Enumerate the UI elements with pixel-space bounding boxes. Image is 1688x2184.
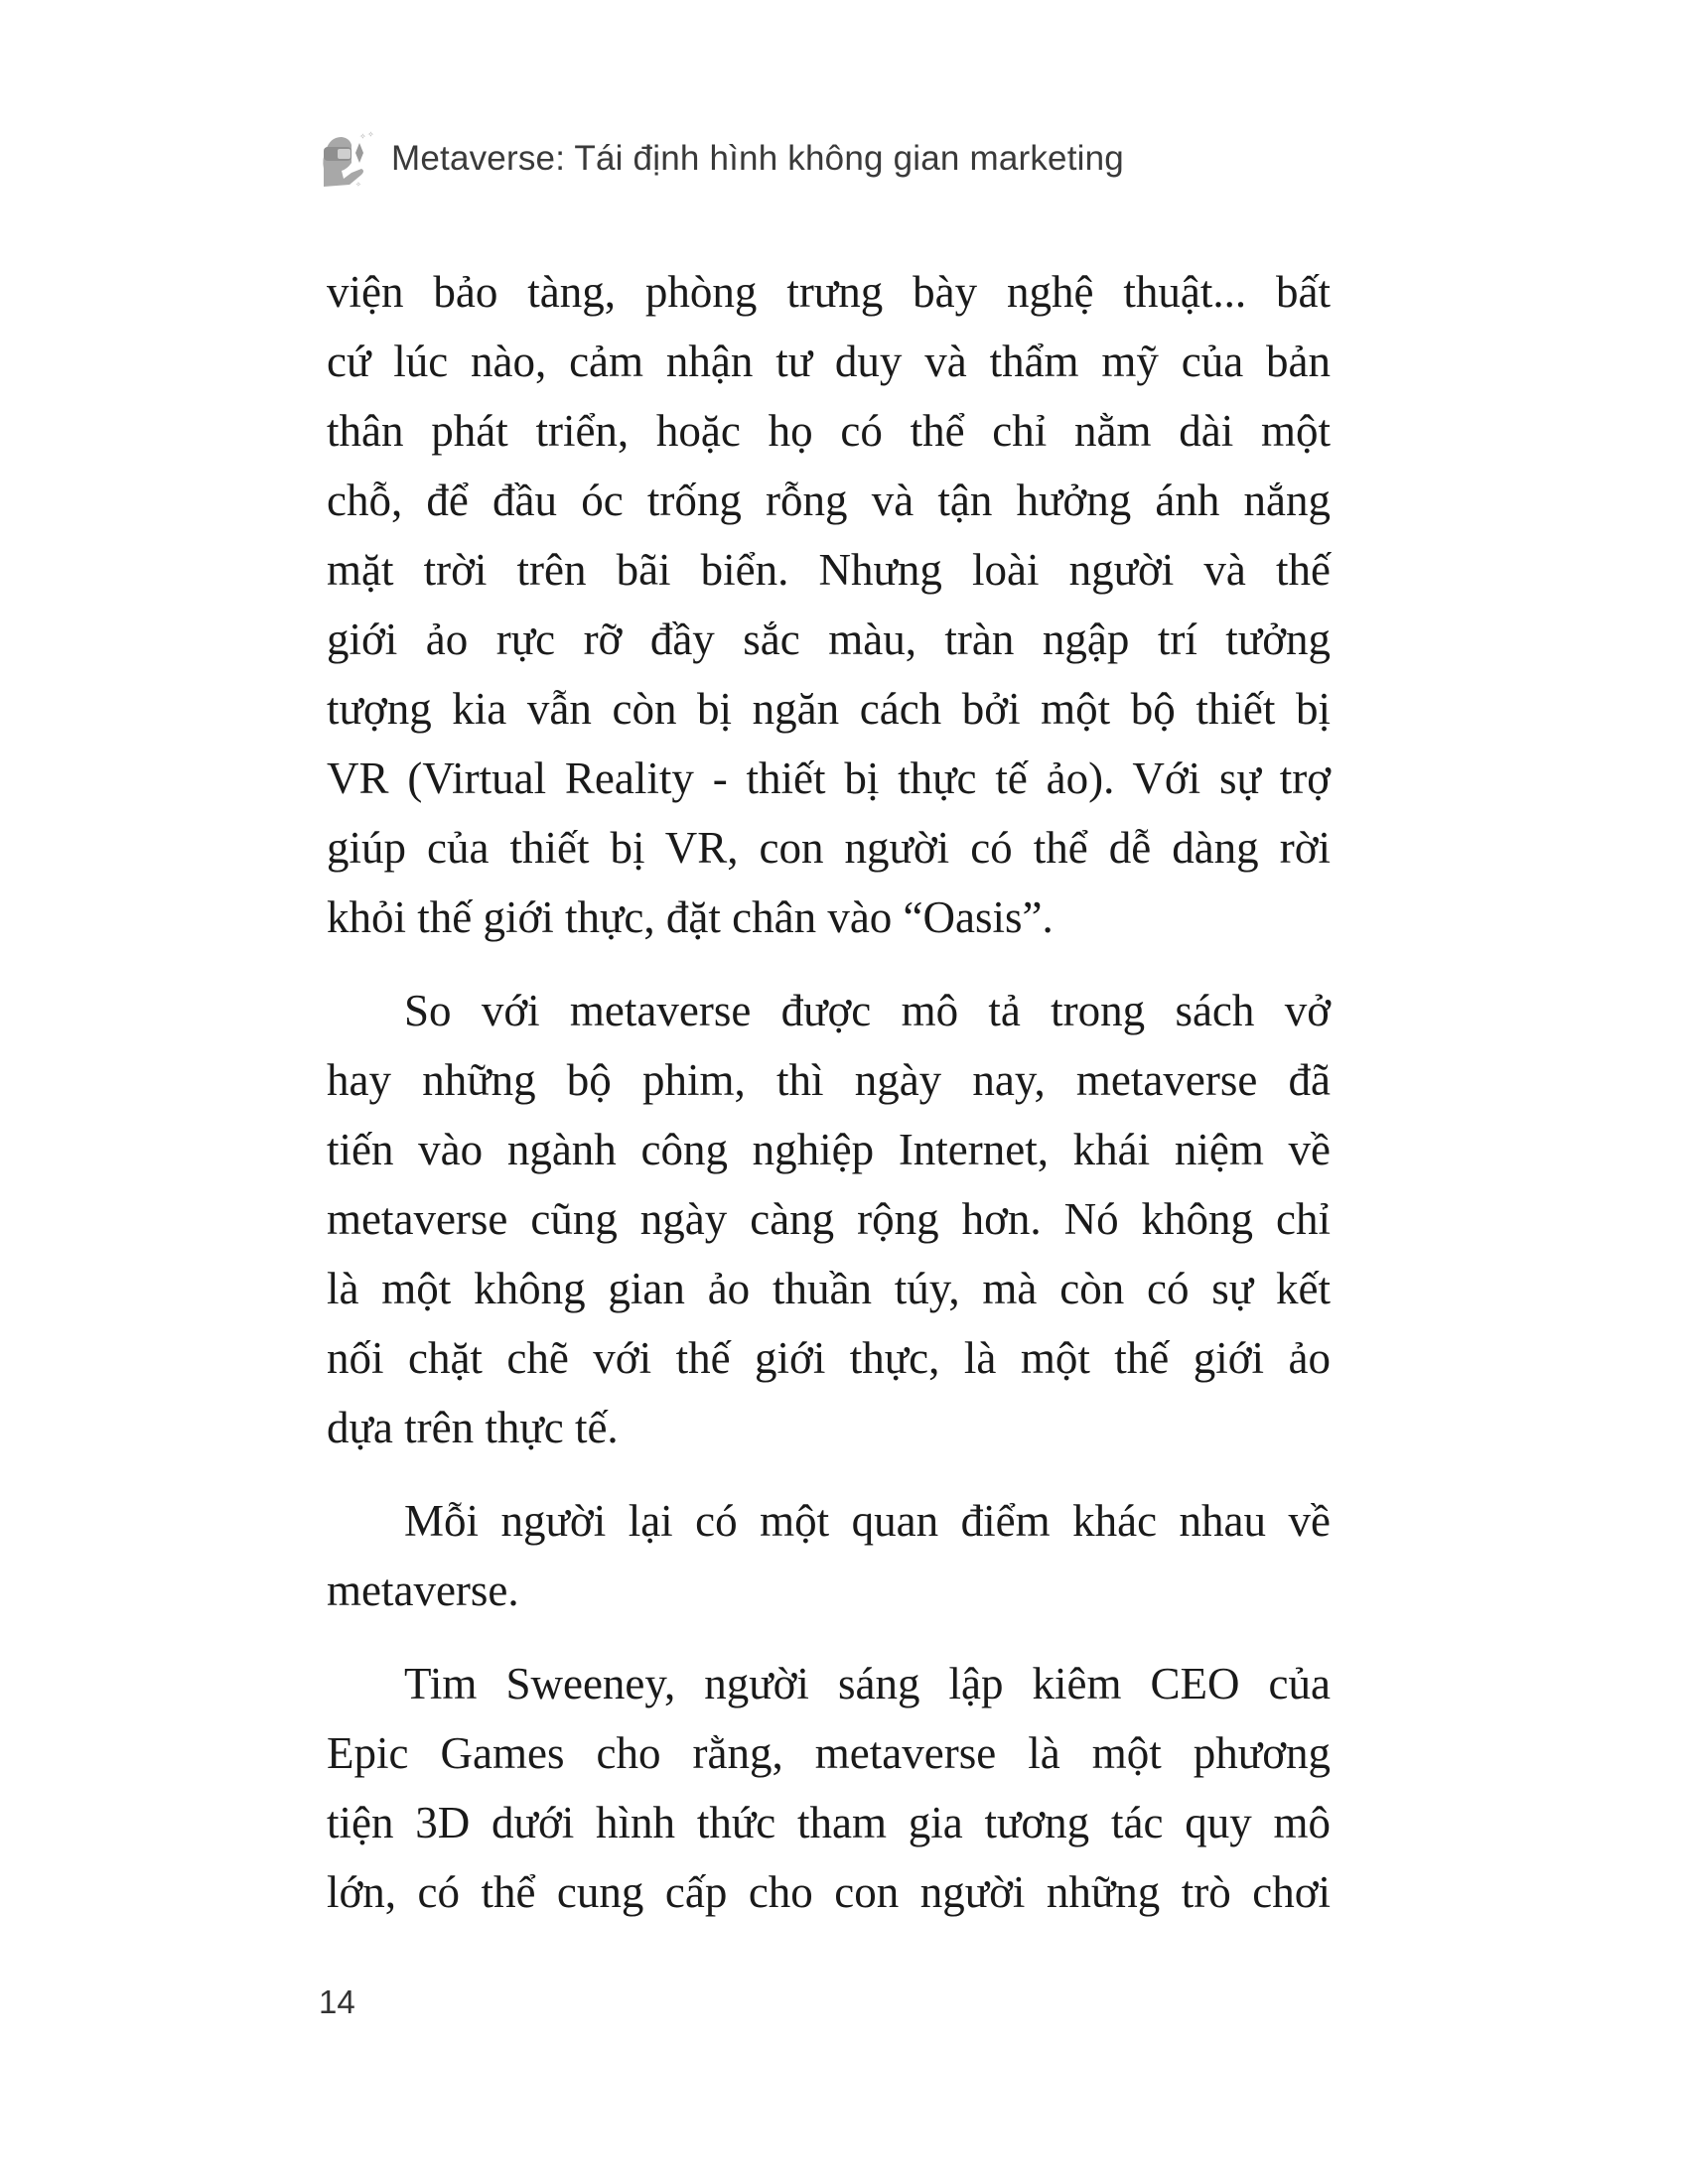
text-line: mặt trời trên bãi biển. Nhưng loài người và thế bbox=[327, 545, 1331, 595]
text-line: metaverse cũng ngày càng rộng hơn. Nó không chỉ bbox=[327, 1194, 1331, 1244]
paragraph bbox=[327, 976, 1331, 1462]
text-line: tượng kia vẫn còn bị ngăn cách bởi một bộ thiết bị bbox=[327, 684, 1331, 734]
running-header bbox=[316, 129, 1124, 189]
svg-text:✧: ✧ bbox=[359, 132, 366, 141]
svg-text:✧: ✧ bbox=[367, 130, 374, 139]
svg-text:✧: ✧ bbox=[355, 181, 361, 189]
text-line: giới ảo rực rỡ đầy sắc màu, tràn ngập trí tưởng bbox=[327, 614, 1331, 664]
paragraph bbox=[327, 1486, 1331, 1625]
body-text bbox=[327, 257, 1331, 1951]
text-line: Mỗi người lại có một quan điểm khác nhau về bbox=[404, 1496, 1331, 1546]
text-line: hay những bộ phim, thì ngày nay, metaverse đã bbox=[327, 1055, 1331, 1105]
text-line: là một không gian ảo thuần túy, mà còn có sự kết bbox=[327, 1264, 1331, 1313]
text-line: viện bảo tàng, phòng trưng bày nghệ thuật... bất bbox=[327, 267, 1331, 317]
text-line: tiến vào ngành công nghiệp Internet, khái niệm về bbox=[327, 1125, 1331, 1174]
text-line: thân phát triển, hoặc họ có thể chỉ nằm dài một bbox=[327, 406, 1331, 456]
paragraph bbox=[327, 1649, 1331, 1927]
text-line: cứ lúc nào, cảm nhận tư duy và thẩm mỹ của bản bbox=[327, 337, 1331, 386]
text-line: Epic Games cho rằng, metaverse là một phương bbox=[327, 1728, 1331, 1778]
text-line: VR (Virtual Reality - thiết bị thực tế ảo). Với sự trợ bbox=[327, 753, 1331, 803]
text-line: nối chặt chẽ với thế giới thực, là một thế giới ảo bbox=[327, 1333, 1331, 1383]
text-line: Tim Sweeney, người sáng lập kiêm CEO của bbox=[404, 1659, 1331, 1708]
text-line: tiện 3D dưới hình thức tham gia tương tác quy mô bbox=[327, 1798, 1331, 1847]
text-line: So với metaverse được mô tả trong sách vở bbox=[404, 986, 1331, 1035]
page-number: 14 bbox=[319, 1983, 355, 2020]
text-line: khỏi thế giới thực, đặt chân vào “Oasis”. bbox=[327, 892, 1054, 942]
vr-headset-person-icon bbox=[316, 129, 375, 189]
text-line: metaverse. bbox=[327, 1566, 519, 1615]
text-line: giúp của thiết bị VR, con người có thể dễ dàng rời bbox=[327, 823, 1331, 873]
text-line: lớn, có thể cung cấp cho con người những trò chơi bbox=[327, 1867, 1331, 1917]
paragraph bbox=[327, 257, 1331, 952]
text-line: dựa trên thực tế. bbox=[327, 1403, 619, 1452]
book-title: Metaverse: Tái định hình không gian marketing bbox=[391, 139, 1124, 178]
text-line: chỗ, để đầu óc trống rỗng và tận hưởng ánh nắng bbox=[327, 476, 1331, 525]
